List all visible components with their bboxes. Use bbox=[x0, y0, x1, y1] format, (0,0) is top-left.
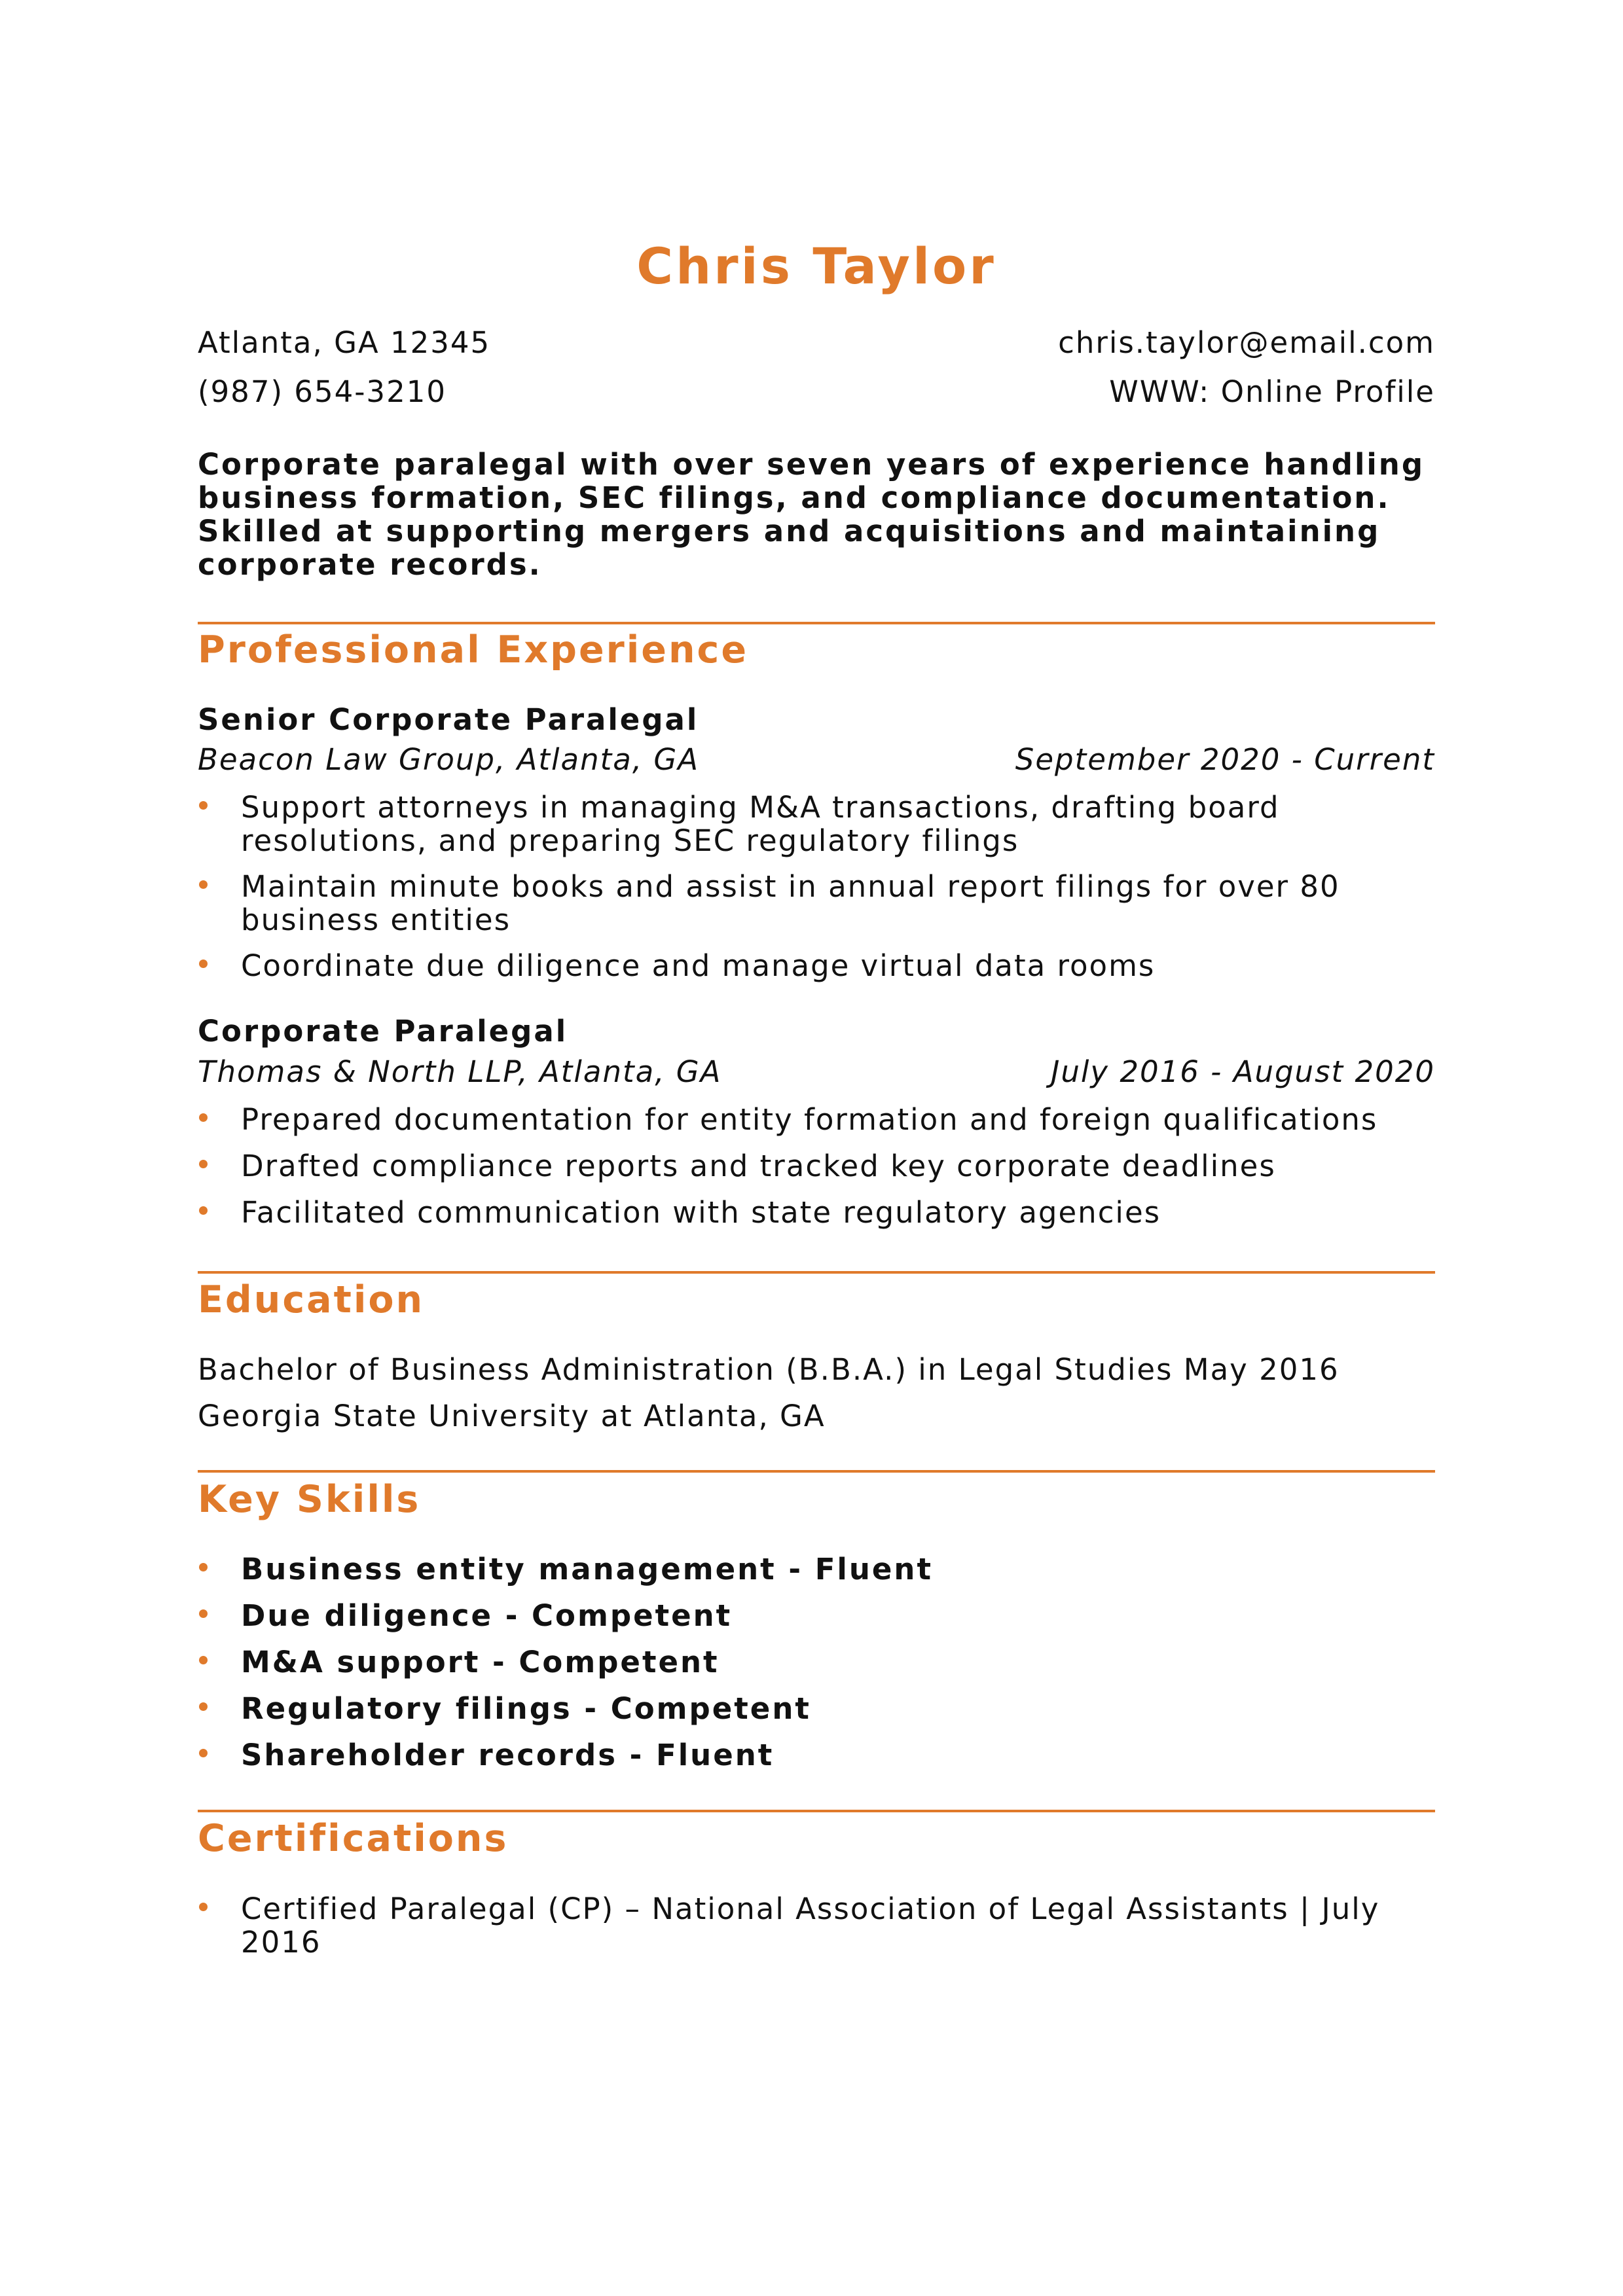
job-meta bbox=[198, 742, 1435, 777]
bullet-icon bbox=[199, 1749, 208, 1757]
section-divider bbox=[198, 1810, 1435, 1812]
section-title-certifications: Certifications bbox=[198, 1817, 509, 1860]
section-divider bbox=[198, 1271, 1435, 1274]
skill-text: Regulatory filings - Competent bbox=[241, 1691, 811, 1726]
job-company: Beacon Law Group, Atlanta, GA bbox=[198, 742, 700, 777]
job-title: Corporate Paralegal bbox=[198, 1014, 568, 1049]
bullet-text: Prepared documentation for entity formation and foreign qualifications bbox=[241, 1102, 1378, 1137]
list-item bbox=[198, 791, 1435, 857]
skill-item bbox=[198, 1599, 1435, 1632]
list-item bbox=[198, 870, 1435, 937]
bullet-text: Facilitated communication with state regulatory agencies bbox=[241, 1195, 1161, 1230]
skill-text: Shareholder records - Fluent bbox=[241, 1738, 775, 1772]
skill-item bbox=[198, 1738, 1435, 1772]
job-meta bbox=[198, 1054, 1435, 1089]
job-company: Thomas & North LLP, Atlanta, GA bbox=[198, 1054, 722, 1089]
certification-item bbox=[198, 1892, 1435, 1959]
list-item bbox=[198, 949, 1435, 982]
email-link[interactable]: chris.taylor@email.com bbox=[1058, 325, 1435, 360]
section-divider bbox=[198, 1470, 1435, 1473]
section-title-education: Education bbox=[198, 1278, 425, 1321]
list-item bbox=[198, 1103, 1435, 1136]
contact-row-2 bbox=[198, 374, 1435, 409]
list-item bbox=[198, 1149, 1435, 1183]
bullet-icon bbox=[199, 960, 208, 968]
bullet-icon bbox=[199, 1609, 208, 1618]
job-dates: July 2016 - August 2020 bbox=[1051, 1054, 1435, 1089]
bullet-icon bbox=[199, 1113, 208, 1122]
education-degree: Bachelor of Business Administration (B.B.A.) in Legal Studies May 2016 bbox=[198, 1352, 1340, 1387]
bullet-icon bbox=[199, 880, 208, 889]
bullet-text: Coordinate due diligence and manage virtual data rooms bbox=[241, 948, 1156, 983]
certification-text: Certified Paralegal (CP) – National Association of Legal Assistants | July 2016 bbox=[241, 1892, 1380, 1960]
section-title-experience: Professional Experience bbox=[198, 628, 748, 672]
bullet-icon bbox=[199, 1702, 208, 1711]
bullet-text: Support attorneys in managing M&A transactions, drafting board resolutions, and preparing SEC regulatory filings bbox=[241, 790, 1280, 858]
skill-text: Business entity management - Fluent bbox=[241, 1552, 933, 1587]
bullet-text: Drafted compliance reports and tracked key corporate deadlines bbox=[241, 1149, 1276, 1183]
address: Atlanta, GA 12345 bbox=[198, 325, 491, 360]
bullet-icon bbox=[199, 1656, 208, 1664]
candidate-name: Chris Taylor bbox=[636, 237, 996, 295]
professional-summary: Corporate paralegal with over seven years of experience handling business formation, SEC filings, and compliance documentation. Skilled at supporting mergers and acquisitions and maintaining corporate records. bbox=[198, 447, 1425, 582]
section-divider bbox=[198, 622, 1435, 624]
list-item bbox=[198, 1196, 1435, 1229]
contact-row-1 bbox=[198, 325, 1435, 360]
education-school: Georgia State University at Atlanta, GA bbox=[198, 1399, 826, 1433]
bullet-icon bbox=[199, 801, 208, 810]
bullet-icon bbox=[199, 1903, 208, 1911]
job-title: Senior Corporate Paralegal bbox=[198, 702, 699, 737]
bullet-icon bbox=[199, 1563, 208, 1571]
skill-text: M&A support - Competent bbox=[241, 1645, 720, 1679]
skill-text: Due diligence - Competent bbox=[241, 1598, 733, 1633]
bullet-icon bbox=[199, 1206, 208, 1215]
bullet-icon bbox=[199, 1160, 208, 1168]
skill-item bbox=[198, 1692, 1435, 1725]
section-title-skills: Key Skills bbox=[198, 1478, 421, 1521]
website-link[interactable]: WWW: Online Profile bbox=[1109, 374, 1435, 409]
bullet-text: Maintain minute books and assist in annual report filings for over 80 business entities bbox=[241, 869, 1340, 937]
skill-item bbox=[198, 1552, 1435, 1586]
job-dates: September 2020 - Current bbox=[1015, 742, 1435, 777]
skill-item bbox=[198, 1645, 1435, 1679]
phone: (987) 654-3210 bbox=[198, 374, 447, 409]
